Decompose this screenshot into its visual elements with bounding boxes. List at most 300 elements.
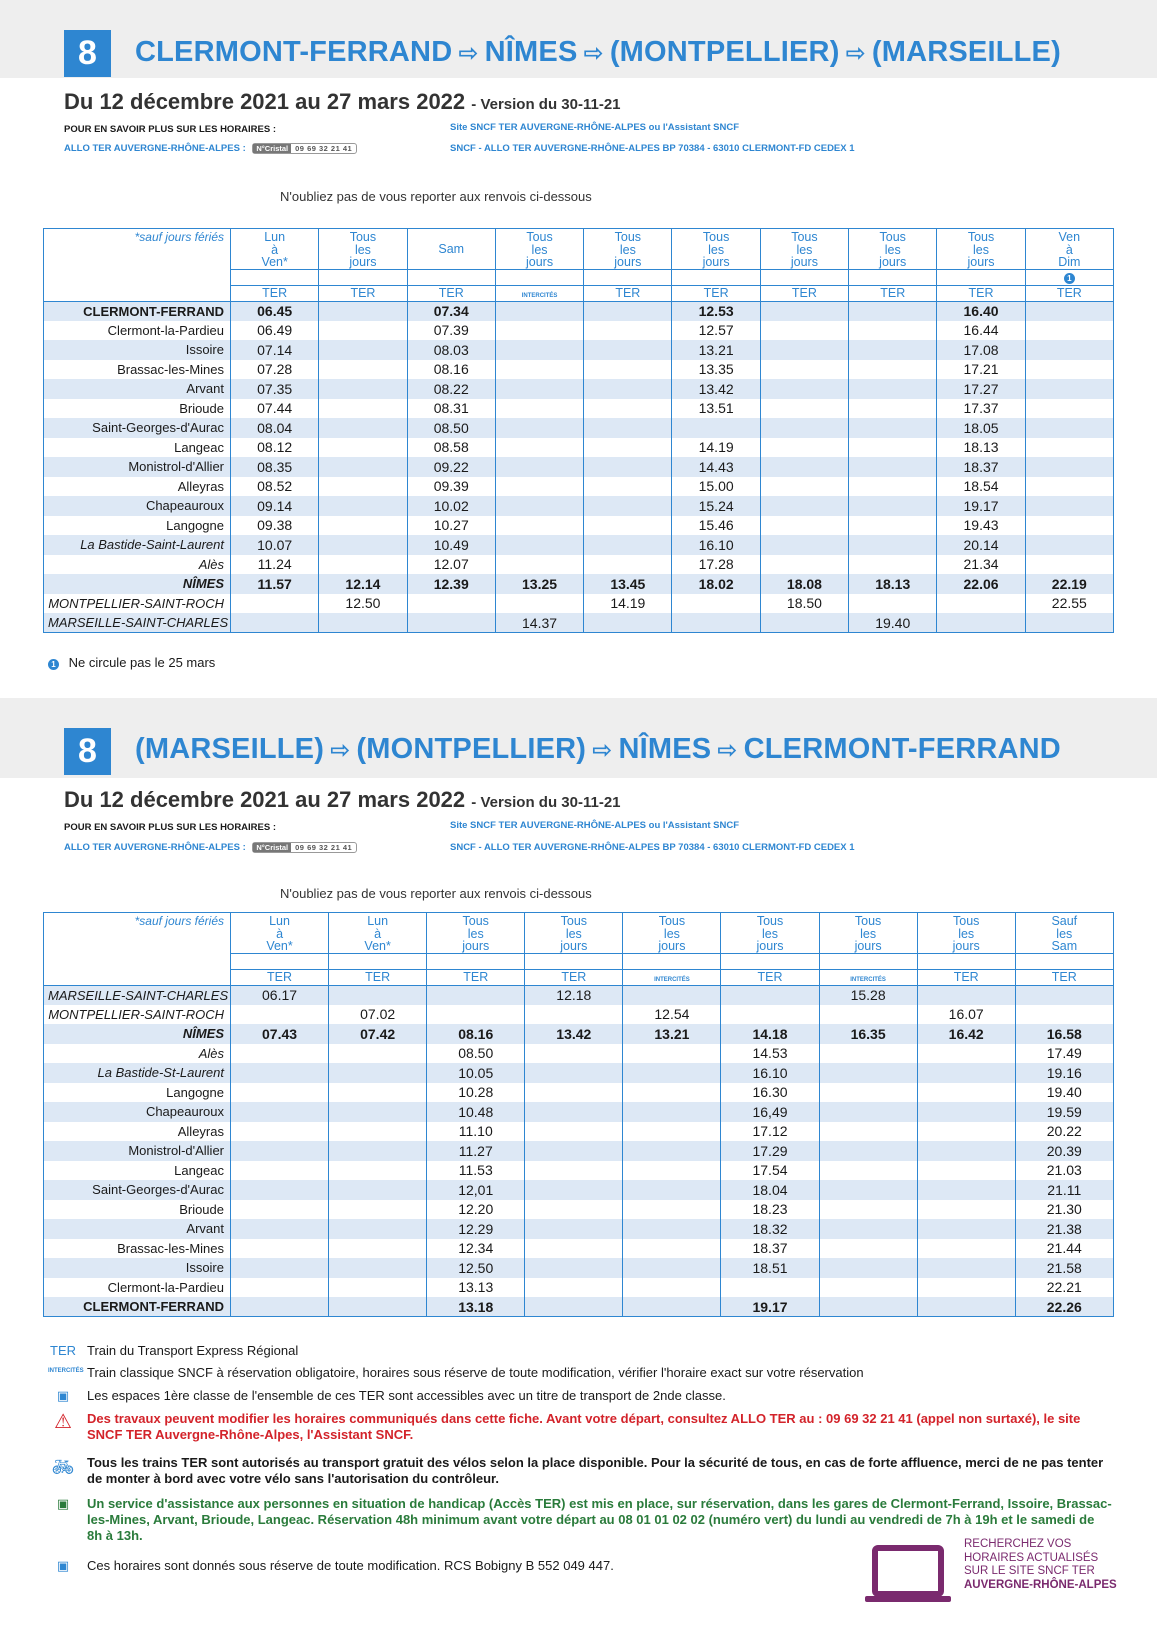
departure-time: 21.58: [1015, 1258, 1113, 1278]
departure-time: 18.02: [672, 574, 760, 594]
departure-time: [819, 1063, 917, 1083]
departure-time: [495, 594, 583, 614]
footnote-marker-icon: 1: [48, 659, 59, 670]
departure-time: [525, 1200, 623, 1220]
departure-time: 11.57: [231, 574, 319, 594]
station-name: Brassac-les-Mines: [44, 360, 231, 380]
departure-time: 18.32: [721, 1219, 819, 1239]
station-name: Issoire: [44, 1258, 231, 1278]
departure-time: [819, 1219, 917, 1239]
departure-time: [849, 340, 937, 360]
departure-time: [231, 1083, 329, 1103]
departure-time: [1025, 438, 1113, 458]
departure-time: [329, 1278, 427, 1298]
departure-time: [672, 613, 760, 633]
table-row: [44, 1297, 1114, 1317]
departure-time: [623, 1161, 721, 1181]
station-name: MARSEILLE-SAINT-CHARLES: [44, 985, 231, 1005]
header-days-row: [44, 913, 1114, 954]
departure-time: 20.39: [1015, 1141, 1113, 1161]
departure-time: 07.43: [231, 1024, 329, 1044]
departure-time: 08.12: [231, 438, 319, 458]
departure-time: [721, 1278, 819, 1298]
departure-time: 08.16: [427, 1024, 525, 1044]
arrow-right-icon: ⇨: [330, 737, 351, 764]
departure-time: 06.17: [231, 985, 329, 1005]
footnote-text: Ne circule pas le 25 mars: [68, 655, 216, 670]
table-row: [44, 1024, 1114, 1044]
column-note: [525, 953, 623, 969]
departure-time: 07.14: [231, 340, 319, 360]
day-label: jours: [560, 939, 588, 953]
day-label: Tous: [702, 230, 730, 244]
station-name: Alleyras: [44, 1122, 231, 1142]
departure-time: [584, 613, 672, 633]
departure-time: 21.34: [937, 555, 1025, 575]
departure-time: 14.19: [672, 438, 760, 458]
departure-time: [1025, 340, 1113, 360]
route-stop: CLERMONT-FERRAND: [135, 36, 453, 68]
departure-time: [319, 399, 407, 419]
departure-time: 17.27: [937, 379, 1025, 399]
departure-time: 12.34: [427, 1239, 525, 1259]
departure-time: [584, 457, 672, 477]
departure-time: [849, 379, 937, 399]
departure-time: [819, 1200, 917, 1220]
departure-time: 12.50: [427, 1258, 525, 1278]
departure-time: [319, 418, 407, 438]
departure-time: [231, 1122, 329, 1142]
footnote-marker-icon: 1: [1064, 273, 1075, 284]
departure-time: [917, 1122, 1015, 1142]
station-name: Clermont-la-Pardieu: [44, 321, 231, 341]
departure-time: [819, 1102, 917, 1122]
footnote-1: [48, 655, 215, 670]
departure-time: [760, 321, 848, 341]
departure-time: [231, 1044, 329, 1064]
departure-time: 18.37: [937, 457, 1025, 477]
station-name: Brioude: [44, 399, 231, 419]
day-label: jours: [349, 255, 377, 269]
departure-time: 21.38: [1015, 1219, 1113, 1239]
departure-time: [917, 1161, 1015, 1181]
departure-time: [329, 1297, 427, 1317]
train-type: TER: [1015, 969, 1113, 985]
notice-1: N'oubliez pas de vous reporter aux renvois ci-dessous: [280, 189, 592, 204]
column-note: [495, 269, 583, 285]
departure-time: [231, 1278, 329, 1298]
cristal-tag: N°Cristal: [253, 144, 291, 153]
legend-text: Tous les trains TER sont autorisés au transport gratuit des vélos selon la place disponible. Pour la sécurité de tous, en cas de forte affluence, merci de ne pas tenter de monter à bord avec votre vélo sans l'autorisation du contrôleur.: [87, 1455, 1104, 1486]
day-label: les: [860, 926, 877, 941]
station-name: NÎMES: [44, 574, 231, 594]
departure-time: 10.07: [231, 535, 319, 555]
departure-time: [623, 1239, 721, 1259]
column-days: [407, 229, 495, 270]
table-row: [44, 399, 1114, 419]
station-name: Langeac: [44, 438, 231, 458]
departure-time: [819, 1044, 917, 1064]
table-row: [44, 516, 1114, 536]
departure-time: 15.24: [672, 496, 760, 516]
train-type: TER: [407, 285, 495, 301]
departure-time: [231, 1258, 329, 1278]
station-name: MARSEILLE-SAINT-CHARLES: [44, 613, 231, 633]
departure-time: 14.37: [495, 613, 583, 633]
legend-text: Ces horaires sont donnés sous réserve de toute modification. RCS Bobigny B 552 049 447.: [87, 1558, 614, 1573]
departure-time: 13.13: [427, 1278, 525, 1298]
column-note: [319, 269, 407, 285]
notice-2: N'oubliez pas de vous reporter aux renvois ci-dessous: [280, 886, 592, 901]
departure-time: [1025, 477, 1113, 497]
timetable-2: [43, 912, 1114, 1317]
empty-cell: [44, 285, 231, 301]
departure-time: 19.16: [1015, 1063, 1113, 1083]
station-name: Monistrol-d'Allier: [44, 1141, 231, 1161]
day-label: jours: [790, 255, 818, 269]
departure-time: 17.28: [672, 555, 760, 575]
promo-line: RECHERCHEZ VOS: [964, 1538, 1072, 1550]
day-label: les: [531, 242, 548, 257]
day-label: Sam: [1051, 939, 1078, 953]
table-row: [44, 1122, 1114, 1142]
departure-time: 07.02: [329, 1005, 427, 1025]
site-info-1[interactable]: Site SNCF TER AUVERGNE-RHÔNE-ALPES ou l'Assistant SNCF: [450, 122, 740, 133]
table-row: [44, 360, 1114, 380]
departure-time: 08.16: [407, 360, 495, 380]
table-row: [44, 379, 1114, 399]
departure-time: 10.02: [407, 496, 495, 516]
legend-text: Train du Transport Express Régional: [87, 1343, 299, 1358]
column-days: [427, 913, 525, 954]
departure-time: [584, 477, 672, 497]
departure-time: 13.21: [623, 1024, 721, 1044]
departure-time: [495, 535, 583, 555]
station-name: Chapeauroux: [44, 496, 231, 516]
day-label: Ven*: [364, 939, 391, 953]
station-name: Alleyras: [44, 477, 231, 497]
table-row: [44, 535, 1114, 555]
departure-time: [849, 301, 937, 321]
day-label: jours: [967, 255, 995, 269]
table-row: [44, 1239, 1114, 1259]
table-row: [44, 496, 1114, 516]
departure-time: [525, 1219, 623, 1239]
route-title-2: [135, 733, 1061, 766]
departure-time: 07.44: [231, 399, 319, 419]
departure-time: [319, 535, 407, 555]
departure-time: [319, 301, 407, 321]
departure-time: [917, 1200, 1015, 1220]
departure-time: [672, 418, 760, 438]
departure-time: [1025, 516, 1113, 536]
departure-time: [495, 438, 583, 458]
station-name: Langogne: [44, 1083, 231, 1103]
station-name: Arvant: [44, 379, 231, 399]
departure-time: [1025, 301, 1113, 321]
departure-time: [525, 1161, 623, 1181]
arrow-right-icon: ⇨: [583, 40, 604, 67]
day-label: jours: [854, 939, 882, 953]
departure-time: [525, 1044, 623, 1064]
cristal-number: 09 69 32 21 41: [295, 843, 353, 852]
table-row: [44, 1219, 1114, 1239]
departure-time: [319, 496, 407, 516]
departure-time: [1025, 399, 1113, 419]
day-label: jours: [462, 939, 490, 953]
train-type: TER: [329, 969, 427, 985]
day-label: Tous: [462, 914, 489, 928]
departure-time: 19.43: [937, 516, 1025, 536]
departure-time: 10.27: [407, 516, 495, 536]
day-label: les: [565, 926, 582, 941]
table-row: [44, 418, 1114, 438]
departure-time: [525, 1122, 623, 1142]
departure-time: [623, 1258, 721, 1278]
departure-time: [1025, 360, 1113, 380]
departure-time: [917, 985, 1015, 1005]
allo-label: ALLO TER AUVERGNE-RHÔNE-ALPES :: [64, 842, 246, 854]
day-label: Dim: [1058, 255, 1081, 269]
departure-time: [319, 555, 407, 575]
departure-time: [495, 399, 583, 419]
day-label: jours: [756, 939, 784, 953]
departure-time: [525, 1180, 623, 1200]
departure-time: 16.07: [917, 1005, 1015, 1025]
day-label: Tous: [526, 230, 553, 244]
promo-block[interactable]: [863, 1538, 1123, 1618]
departure-time: 20.14: [937, 535, 1025, 555]
departure-time: 16.10: [672, 535, 760, 555]
departure-time: [849, 477, 937, 497]
departure-time: 17.49: [1015, 1044, 1113, 1064]
departure-time: [329, 1083, 427, 1103]
day-label: les: [762, 926, 778, 941]
departure-time: [760, 535, 848, 555]
arrow-right-icon: ⇨: [592, 737, 613, 764]
info-label-2: POUR EN SAVOIR PLUS SUR LES HORAIRES :: [64, 822, 277, 833]
departure-time: [495, 321, 583, 341]
departure-time: [917, 1141, 1015, 1161]
station-name: La Bastide-St-Laurent: [44, 1063, 231, 1083]
legend-text: Train classique SNCF à réservation obligatoire, horaires sous réserve de toute modification, vérifier l'horaire exact sur votre réservation: [87, 1365, 864, 1380]
departure-time: [917, 1063, 1015, 1083]
departure-time: 21.44: [1015, 1239, 1113, 1259]
day-label: à: [374, 926, 382, 941]
departure-time: [819, 1005, 917, 1025]
departure-time: [495, 555, 583, 575]
column-note: [1025, 269, 1113, 285]
arrow-right-icon: ⇨: [458, 40, 479, 67]
departure-time: [407, 613, 495, 633]
departure-time: [525, 1239, 623, 1259]
departure-time: 18.08: [760, 574, 848, 594]
station-name: Arvant: [44, 1219, 231, 1239]
column-note: [721, 953, 819, 969]
train-type: TER: [937, 285, 1025, 301]
departure-time: [760, 301, 848, 321]
departure-time: 13.25: [495, 574, 583, 594]
column-days: [329, 913, 427, 954]
train-type: [623, 969, 721, 985]
station-name: Alès: [44, 555, 231, 575]
station-name: CLERMONT-FERRAND: [44, 301, 231, 321]
promo-line: HORAIRES ACTUALISÉS: [964, 1551, 1099, 1564]
departure-time: [525, 1258, 623, 1278]
table-row: [44, 594, 1114, 614]
station-name: MONTPELLIER-SAINT-ROCH: [44, 1005, 231, 1025]
column-note: [329, 953, 427, 969]
departure-time: [495, 457, 583, 477]
departure-time: [760, 360, 848, 380]
ter-icon: TER: [50, 1343, 76, 1358]
departure-time: [917, 1180, 1015, 1200]
departure-time: [231, 1219, 329, 1239]
table-row: [44, 1044, 1114, 1064]
address-2: SNCF - ALLO TER AUVERGNE-RHÔNE-ALPES BP 70384 - 63010 CLERMONT-FD CEDEX 1: [450, 842, 855, 853]
departure-time: [525, 1005, 623, 1025]
departure-time: 22.06: [937, 574, 1025, 594]
table-row: [44, 1161, 1114, 1181]
departure-time: [495, 360, 583, 380]
address-1: SNCF - ALLO TER AUVERGNE-RHÔNE-ALPES BP 70384 - 63010 CLERMONT-FD CEDEX 1: [450, 143, 855, 154]
departure-time: [917, 1083, 1015, 1103]
departure-time: [319, 613, 407, 633]
departure-time: 13.35: [672, 360, 760, 380]
allo-ter-2: [64, 842, 357, 853]
departure-time: 07.42: [329, 1024, 427, 1044]
departure-time: [584, 399, 672, 419]
station-name: Saint-Georges-d'Aurac: [44, 418, 231, 438]
departure-time: 15.46: [672, 516, 760, 536]
departure-time: 12.14: [319, 574, 407, 594]
table-row: [44, 1200, 1114, 1220]
station-name: Saint-Georges-d'Aurac: [44, 1180, 231, 1200]
column-days: [760, 229, 848, 270]
departure-time: [1025, 613, 1113, 633]
table-row: [44, 1278, 1114, 1298]
departure-time: 12.53: [672, 301, 760, 321]
departure-time: [584, 379, 672, 399]
cristal-tag: N°Cristal: [253, 843, 291, 852]
day-label: Lun: [269, 914, 290, 928]
departure-time: [849, 457, 937, 477]
day-label: Tous: [349, 230, 377, 244]
departure-time: [319, 438, 407, 458]
departure-time: [819, 1278, 917, 1298]
day-label: les: [663, 926, 680, 941]
station-name: CLERMONT-FERRAND: [44, 1297, 231, 1317]
day-label: à: [271, 242, 279, 257]
column-days: [937, 229, 1025, 270]
departure-time: [231, 1005, 329, 1025]
version-label: - Version du 30-11-21: [471, 794, 621, 811]
departure-time: 09.14: [231, 496, 319, 516]
departure-time: [917, 1044, 1015, 1064]
table-row: [44, 613, 1114, 633]
departure-time: [760, 379, 848, 399]
departure-time: 07.39: [407, 321, 495, 341]
table-row: [44, 985, 1114, 1005]
departure-time: [319, 321, 407, 341]
departure-time: [672, 594, 760, 614]
departure-time: [495, 418, 583, 438]
departure-time: 15.00: [672, 477, 760, 497]
day-label: Ven: [1058, 230, 1081, 244]
day-label: à: [276, 926, 284, 941]
empty-cell: [44, 953, 231, 969]
train-type: TER: [1025, 285, 1113, 301]
header-type-row: [44, 285, 1114, 301]
departure-time: [319, 477, 407, 497]
departure-time: 21.11: [1015, 1180, 1113, 1200]
departure-time: [760, 457, 848, 477]
departure-time: 09.22: [407, 457, 495, 477]
intercites-icon: INTERCITÉS: [48, 1368, 84, 1374]
departure-time: 14.53: [721, 1044, 819, 1064]
day-label: Lun: [264, 230, 286, 244]
departure-time: 10.48: [427, 1102, 525, 1122]
day-label: jours: [658, 939, 686, 953]
departure-time: [849, 438, 937, 458]
departure-time: 08.50: [407, 418, 495, 438]
column-days: [1025, 229, 1113, 270]
column-note: [917, 953, 1015, 969]
station-name: Brassac-les-Mines: [44, 1239, 231, 1259]
departure-time: 16,49: [721, 1102, 819, 1122]
departure-time: 18.23: [721, 1200, 819, 1220]
departure-time: 16.58: [1015, 1024, 1113, 1044]
route-title-1: [135, 36, 1061, 69]
departure-time: 22.21: [1015, 1278, 1113, 1298]
arrow-right-icon: ⇨: [845, 40, 866, 67]
route-stop: (MONTPELLIER): [609, 36, 840, 68]
column-note: [672, 269, 760, 285]
column-days: [672, 229, 760, 270]
departure-time: [495, 301, 583, 321]
train-type: TER: [231, 969, 329, 985]
departure-time: [231, 594, 319, 614]
departure-time: [584, 360, 672, 380]
train-type: TER: [231, 285, 319, 301]
table-row: [44, 555, 1114, 575]
departure-time: [231, 1239, 329, 1259]
day-label: les: [958, 926, 975, 941]
departure-time: [319, 516, 407, 536]
column-days: [231, 229, 319, 270]
table-row: [44, 1258, 1114, 1278]
departure-time: [584, 535, 672, 555]
column-note: [584, 269, 672, 285]
column-days: [849, 229, 937, 270]
route-stop: NÎMES: [484, 36, 578, 68]
site-info-2[interactable]: Site SNCF TER AUVERGNE-RHÔNE-ALPES ou l'Assistant SNCF: [450, 820, 740, 831]
departure-time: 21.03: [1015, 1161, 1113, 1181]
departure-time: [1025, 379, 1113, 399]
station-name: NÎMES: [44, 1024, 231, 1044]
departure-time: [495, 477, 583, 497]
day-label: Ven*: [266, 939, 293, 953]
departure-time: 18.05: [937, 418, 1025, 438]
departure-time: [427, 985, 525, 1005]
departure-time: [849, 555, 937, 575]
departure-time: [329, 985, 427, 1005]
departure-time: 08.58: [407, 438, 495, 458]
departure-time: 10.28: [427, 1083, 525, 1103]
column-days: [917, 913, 1015, 954]
train-type: TER: [849, 285, 937, 301]
departure-time: [329, 1180, 427, 1200]
